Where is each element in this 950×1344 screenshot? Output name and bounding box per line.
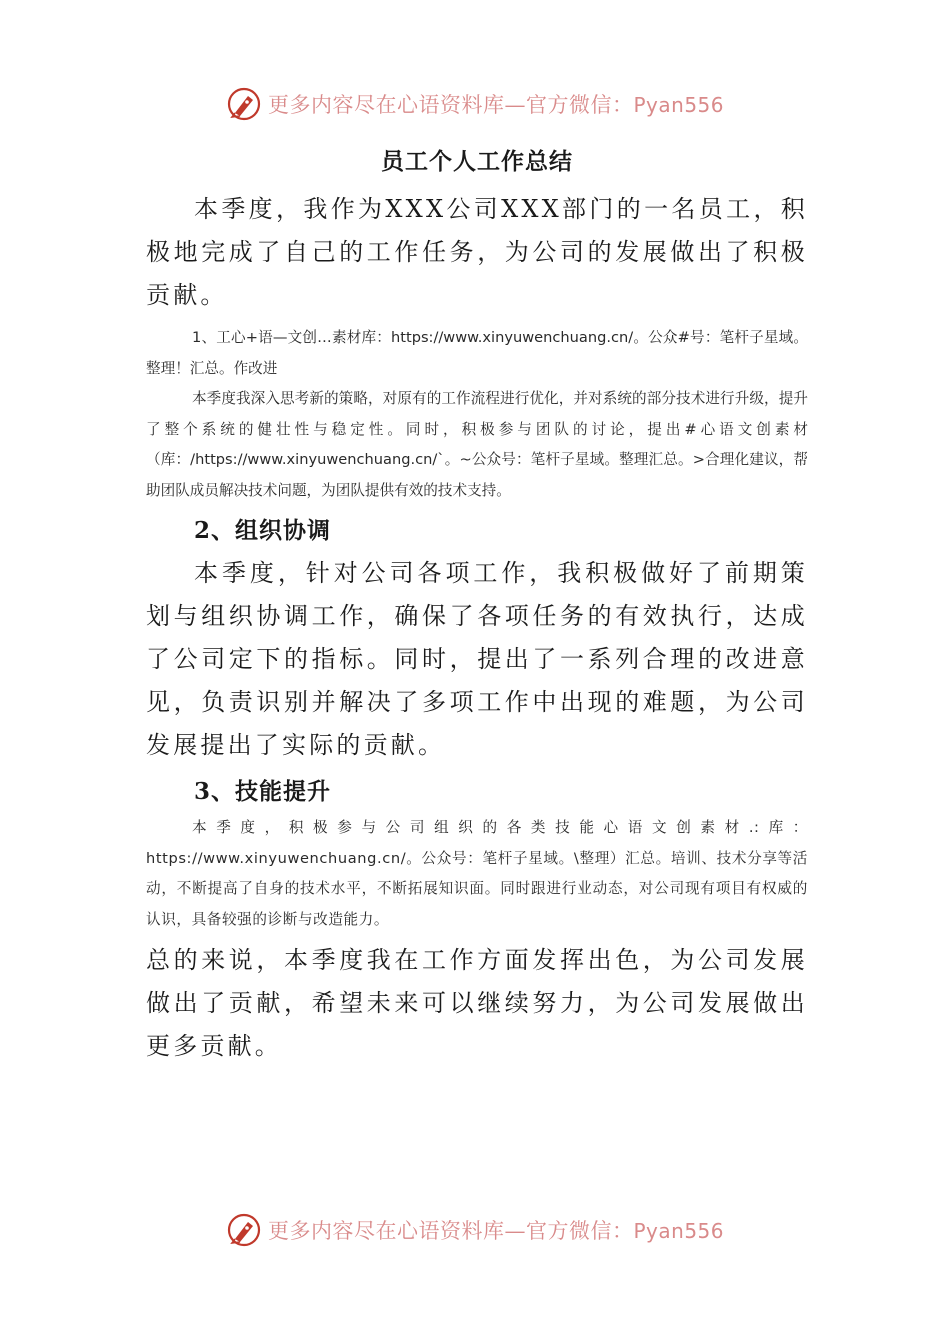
watermark-text: 更多内容尽在心语资料库—官方微信：Pyan556 (267, 1219, 724, 1243)
footer-watermark (0, 1208, 950, 1252)
document-body (146, 142, 808, 1068)
pen-nib-circle-icon (226, 86, 262, 122)
section3-paragraph: 本季度，积极参与公司组织的各类技能心语文创素材.:库：https://www.xinyuwenchuang.cn/。公众号：笔杆子星域。\整理）汇总。培训、技术分享等活动，不断提高了自身的技术水平，不断拓展知识面。同时跟进行业动态，对公司现有项目有权威的认识，具备较强的诊断与改造能力。 (146, 819, 808, 928)
conclusion-paragraph: 总的来说，本季度我在工作方面发挥出色，为公司发展做出了贡献，希望未来可以继续努力，为公司发展做出更多贡献。 (146, 946, 808, 1060)
item1-body: 本季度我深入思考新的策略，对原有的工作流程进行优化，并对系统的部分技术进行升级，提升了整个系统的健壮性与稳定性。同时，积极参与团队的讨论，提出#心语文创素材（库：/https://www.xinyuwenchuang.cn/`。~公众号：笔杆子星域。整理汇总。>合理化建议，帮助团队成员解决技术问题，为团队提供有效的技术支持。 (146, 390, 808, 499)
watermark-text: 更多内容尽在心语资料库—官方微信：Pyan556 (267, 93, 724, 117)
intro-paragraph: 本季度，我作为XXX公司XXX部门的一名员工，积极地完成了自己的工作任务，为公司的发展做出了积极贡献。 (146, 195, 808, 309)
section2-paragraph: 本季度，针对公司各项工作，我积极做好了前期策划与组织协调工作，确保了各项任务的有效执行，达成了公司定下的指标。同时，提出了一系列合理的改进意见，负责识别并解决了多项工作中出现的难题，为公司发展提出了实际的贡献。 (146, 559, 808, 759)
document-title: 员工个人工作总结 (381, 148, 573, 175)
heading-organization: 2、组织协调 (194, 517, 332, 544)
header-watermark (0, 82, 950, 126)
item1-line: 1、工心+语—文创…素材库：https://www.xinyuwenchuang.cn/。公众#号：笔杆子星域。整理！汇总。作改进 (146, 329, 808, 377)
pen-nib-circle-icon (226, 1212, 262, 1248)
heading-skills: 3、技能提升 (194, 778, 332, 805)
